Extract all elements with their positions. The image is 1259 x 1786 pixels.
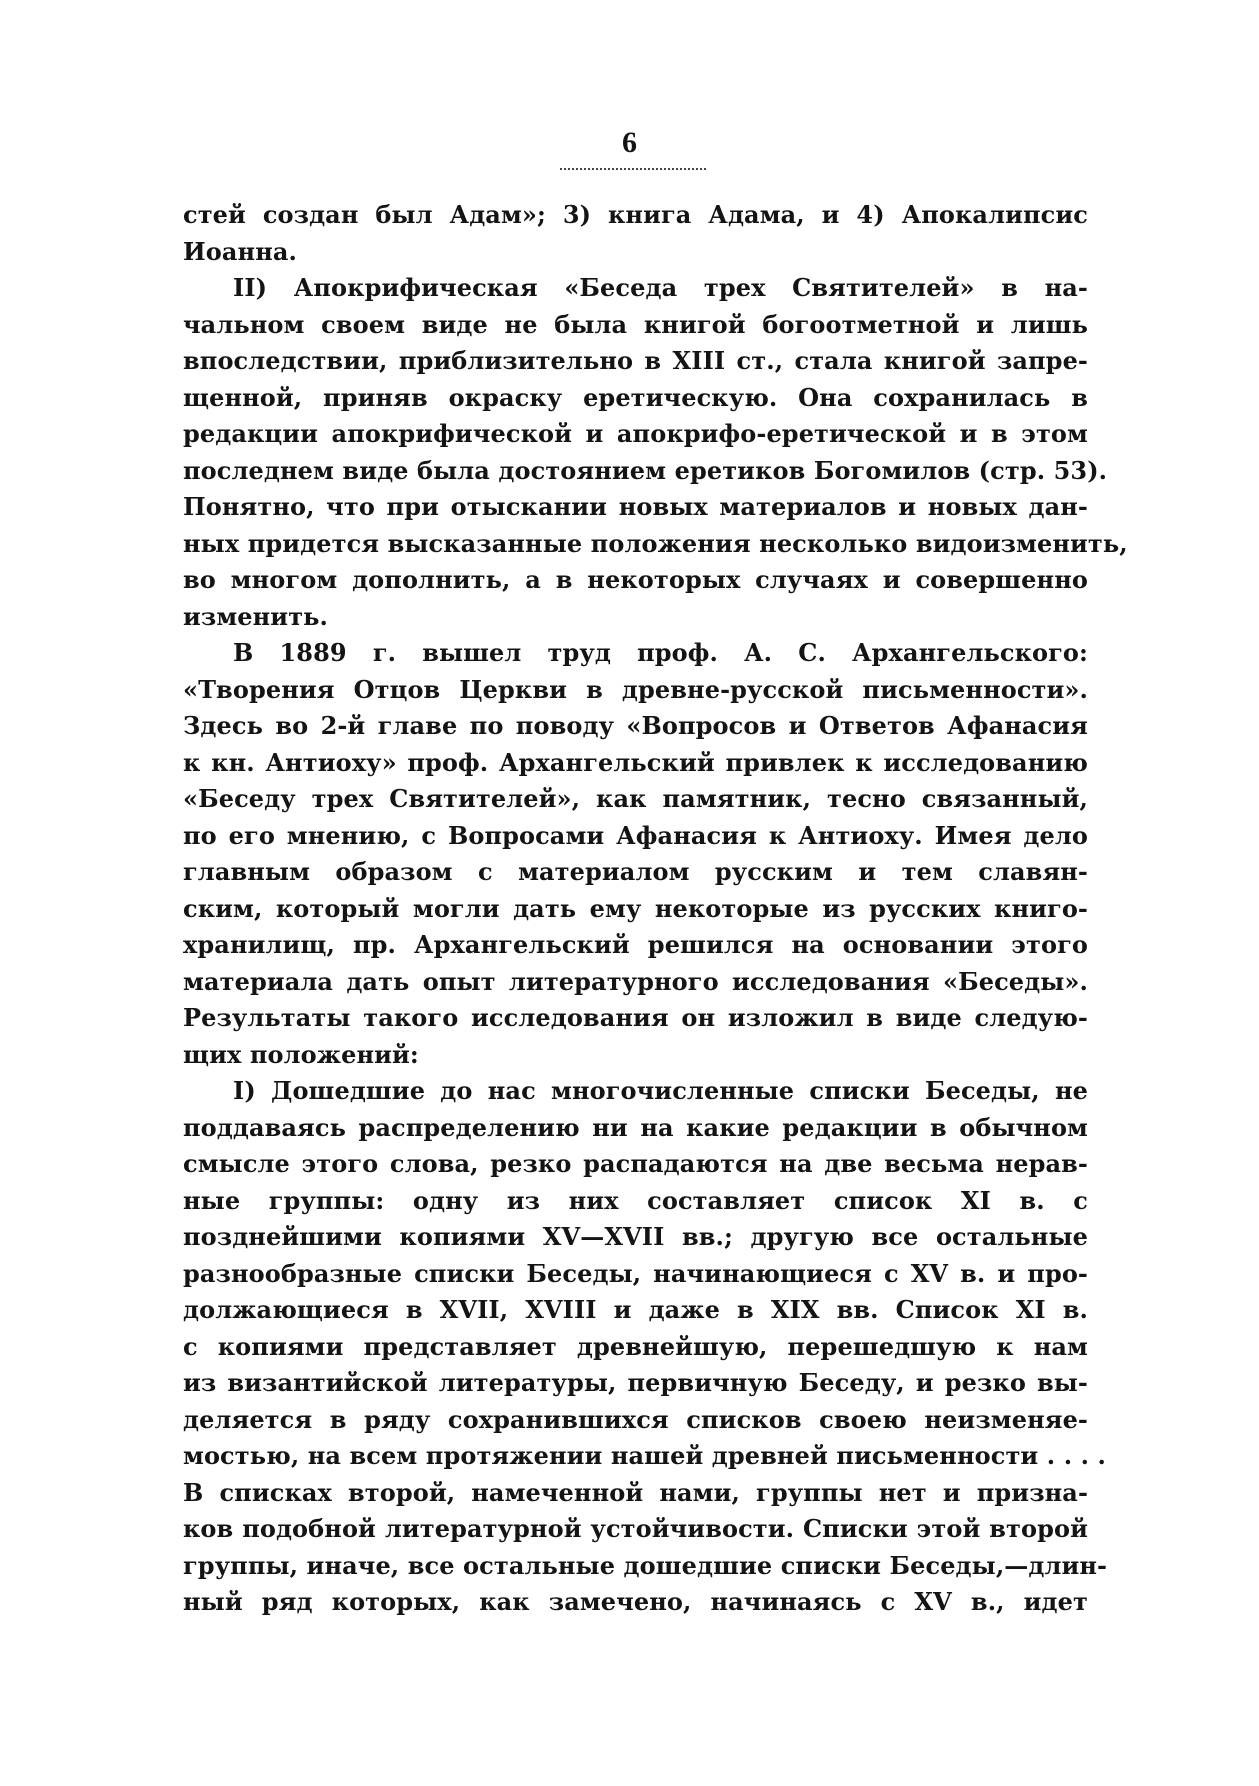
text-line: В 1889 г. вышел труд проф. А. С. Архангельского: <box>233 638 1088 667</box>
paragraph <box>183 197 1088 270</box>
text-line: разнообразные списки Беседы, начинающиеся с XV в. и про- <box>183 1258 1088 1288</box>
text-line: поддаваясь распределению ни на какие редакции в обычном <box>183 1112 1088 1142</box>
text-line: ных придется высказанные положения несколько видоизменить, <box>183 528 1128 558</box>
text-line: щих положений: <box>183 1039 419 1069</box>
text-line: ные группы: одну из них составляет список XI в. с <box>183 1185 1088 1215</box>
paragraph <box>183 635 1088 1073</box>
text-line: материала дать опыт литературного исследования «Беседы». <box>183 966 1088 996</box>
text-line: хранилищ, пр. Архангельский решился на основании этого <box>183 930 1088 959</box>
text-line: последнем виде была достоянием еретиков Богомилов (стр. 53). <box>183 455 1108 485</box>
text-line: «Творения Отцов Церкви в древне-русской письменности». <box>183 674 1088 704</box>
text-line: стей создан был Адам»; 3) книга Адама, и 4) Апокалипсис <box>183 200 1088 229</box>
header-rule <box>560 168 706 170</box>
text-line: Понятно, что при отыскании новых материалов и новых дан- <box>183 492 1088 521</box>
text-line: позднейшими копиями XV—XVII вв.; другую все остальные <box>183 1222 1088 1251</box>
text-line: к кн. Антиоху» проф. Архангельский привлек к исследованию <box>183 747 1088 777</box>
text-line: II) Апокрифическая «Беседа трех Святителей» в на- <box>233 273 1088 302</box>
text-line: редакции апокрифической и апокрифо-еретической и в этом <box>183 419 1088 448</box>
text-line: должающиеся в XVII, XVIII и даже в XIX вв. Список XI в. <box>183 1295 1088 1324</box>
paragraph <box>183 270 1128 635</box>
text-line: главным образом с материалом русским и тем славян- <box>183 857 1088 886</box>
body-text <box>183 197 1128 1621</box>
text-line: смысле этого слова, резко распадаются на две весьма нерав- <box>183 1149 1088 1178</box>
text-line: В списках второй, намеченной нами, группы нет и призна- <box>183 1477 1088 1507</box>
text-line: во многом дополнить, а в некоторых случаях и совершенно <box>183 565 1088 594</box>
text-line: из византийской литературы, первичную Беседу, и резко вы- <box>183 1368 1088 1397</box>
text-line: Результаты такого исследования он изложил в виде следую- <box>183 1003 1088 1032</box>
text-line: ков подобной литературной устойчивости. Списки этой второй <box>183 1514 1088 1543</box>
text-line: Иоанна. <box>183 236 297 266</box>
text-line: ный ряд которых, как замечено, начинаясь с XV в., идет <box>183 1587 1088 1616</box>
paragraph <box>183 1073 1108 1621</box>
text-line: деляется в ряду сохранившихся списков своею неизменяе- <box>183 1404 1088 1434</box>
text-line: по его мнению, с Вопросами Афанасия к Антиоху. Имея дело <box>183 820 1088 850</box>
text-line: изменить. <box>183 601 329 631</box>
text-line: группы, иначе, все остальные дошедшие списки Беседы,—длин- <box>183 1550 1108 1580</box>
text-line: мостью, на всем протяжении нашей древней письменности . . . . <box>183 1441 1106 1470</box>
text-line: I) Дошедшие до нас многочисленные списки Беседы, не <box>233 1076 1088 1105</box>
text-line: «Беседу трех Святителей», как памятник, тесно связанный, <box>183 784 1088 813</box>
page-number: 6 <box>622 126 637 159</box>
text-line: ским, который могли дать ему некоторые из русских книго- <box>183 893 1088 923</box>
text-line: с копиями представляет древнейшую, перешедшую к нам <box>183 1331 1088 1361</box>
text-line: щенной, приняв окраску еретическую. Она сохранилась в <box>183 382 1088 412</box>
text-line: Здесь во 2-й главе по поводу «Вопросов и Ответов Афанасия <box>183 711 1088 740</box>
text-line: чальном своем виде не была книгой богоотметной и лишь <box>183 309 1088 339</box>
text-line: впоследствии, приблизительно в XIII ст., стала книгой запре- <box>183 346 1088 375</box>
